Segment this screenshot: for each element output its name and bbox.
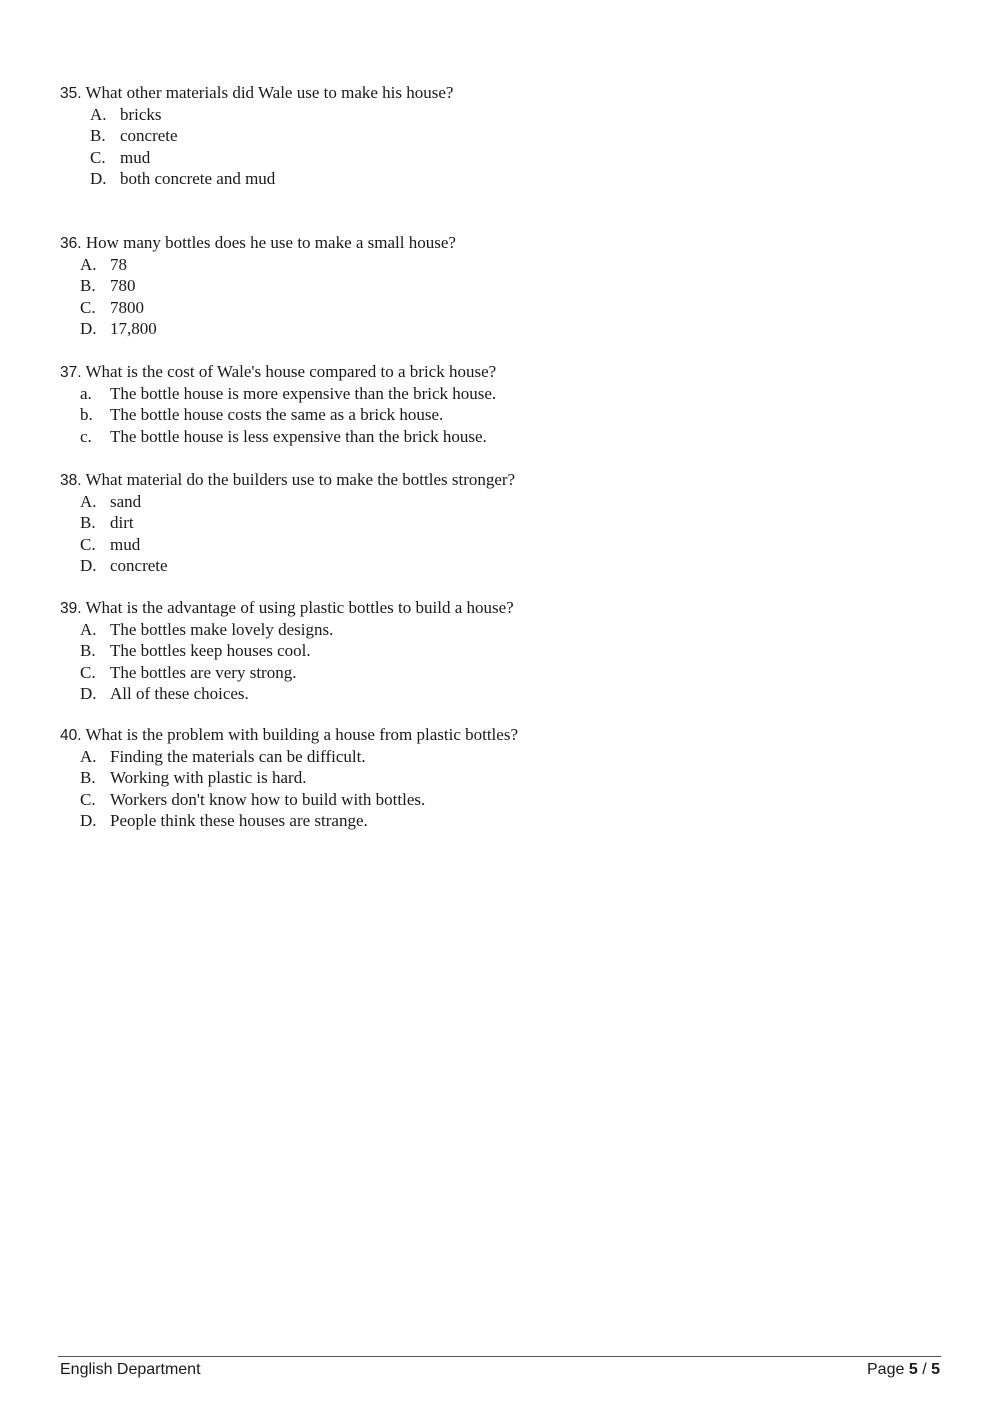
answer-option: [80, 491, 960, 512]
question-39: [60, 597, 960, 704]
answer-option: [80, 619, 960, 640]
option-text: dirt: [110, 513, 134, 533]
question-number: 38.: [60, 472, 82, 489]
question-number: 40.: [60, 727, 82, 744]
page-separator: /: [922, 1361, 927, 1378]
option-text: 780: [110, 276, 136, 296]
answer-option: [80, 640, 960, 661]
option-letter: A.: [80, 747, 97, 766]
answer-option: [80, 318, 960, 339]
option-letter: a.: [80, 384, 92, 403]
question-35: [60, 82, 960, 189]
option-letter: C.: [80, 534, 96, 554]
option-letter: C.: [80, 789, 96, 809]
answer-options: [80, 619, 960, 704]
answer-option: [90, 104, 960, 125]
answer-option: [80, 767, 960, 788]
question-prompt: [60, 232, 960, 253]
option-letter: b.: [80, 405, 93, 425]
footer-department: English Department: [60, 1361, 201, 1378]
question-prompt: [60, 82, 960, 103]
answer-option: [90, 125, 960, 146]
option-text: bricks: [120, 105, 162, 124]
question-text: What other materials did Wale use to make his house?: [85, 83, 454, 102]
page-current: 5: [908, 1361, 918, 1378]
page-total: 5: [931, 1361, 940, 1378]
answer-option: [80, 297, 960, 318]
answer-option: [80, 683, 960, 704]
option-letter: D.: [80, 555, 97, 575]
question-38: [60, 469, 960, 576]
option-text: The bottles make lovely designs.: [110, 620, 334, 639]
question-text: How many bottles does he use to make a small house?: [85, 233, 456, 252]
question-36: [60, 232, 960, 339]
answer-option: [80, 275, 960, 296]
option-text: All of these choices.: [110, 683, 249, 703]
option-letter: D.: [80, 810, 97, 830]
question-number: 36.: [60, 235, 82, 252]
answer-option: [80, 662, 960, 683]
option-letter: B.: [80, 641, 96, 661]
option-letter: A.: [80, 492, 97, 511]
option-text: mud: [120, 147, 151, 167]
option-text: Finding the materials can be difficult.: [110, 747, 366, 766]
answer-option: [80, 810, 960, 831]
option-letter: A.: [80, 620, 97, 639]
answer-option: [80, 404, 960, 425]
option-text: mud: [110, 534, 141, 554]
option-letter: C.: [80, 297, 96, 317]
footer-page-number: [867, 1360, 940, 1380]
option-letter: B.: [90, 126, 106, 146]
answer-option: [80, 254, 960, 275]
answer-options: [80, 746, 960, 831]
question-prompt: [60, 724, 960, 745]
answer-option: [80, 789, 960, 810]
answer-option: [80, 383, 960, 404]
answer-option: [90, 168, 960, 189]
question-prompt: [60, 597, 960, 618]
answer-option: [80, 512, 960, 533]
question-number: 37.: [60, 364, 82, 381]
option-text: 78: [110, 255, 127, 274]
option-letter: c.: [80, 426, 92, 446]
question-40: [60, 724, 960, 831]
question-prompt: [60, 361, 960, 382]
option-text: The bottle house costs the same as a brick house.: [110, 405, 444, 425]
answer-option: [80, 746, 960, 767]
option-text: both concrete and mud: [120, 168, 276, 188]
footer-divider: [58, 1356, 941, 1357]
option-text: concrete: [120, 126, 178, 146]
option-text: concrete: [110, 555, 168, 575]
answer-option: [80, 426, 960, 447]
option-letter: C.: [90, 147, 106, 167]
question-number: 39.: [60, 600, 82, 617]
option-text: The bottle house is more expensive than the brick house.: [110, 384, 497, 403]
option-text: Working with plastic is hard.: [110, 768, 307, 788]
answer-option: [80, 534, 960, 555]
answer-options: [80, 254, 960, 339]
option-letter: D.: [80, 318, 97, 338]
option-letter: B.: [80, 768, 96, 788]
question-prompt: [60, 469, 960, 490]
answer-option: [80, 555, 960, 576]
option-text: The bottles are very strong.: [110, 662, 297, 682]
option-letter: D.: [80, 683, 97, 703]
question-text: What is the cost of Wale's house compared to a brick house?: [85, 362, 497, 381]
question-text: What material do the builders use to make the bottles stronger?: [85, 470, 516, 489]
option-text: Workers don't know how to build with bottles.: [110, 789, 426, 809]
question-text: What is the advantage of using plastic bottles to build a house?: [85, 598, 514, 617]
option-letter: B.: [80, 513, 96, 533]
answer-options: [80, 383, 960, 447]
answer-options: [80, 491, 960, 576]
question-number: 35.: [60, 85, 82, 102]
option-text: The bottles keep houses cool.: [110, 641, 311, 661]
page-label: Page: [867, 1361, 905, 1378]
option-text: The bottle house is less expensive than the brick house.: [110, 426, 487, 446]
option-text: 17,800: [110, 318, 157, 338]
question-text: What is the problem with building a house from plastic bottles?: [85, 725, 518, 744]
option-text: People think these houses are strange.: [110, 810, 368, 830]
question-37: [60, 361, 960, 447]
option-letter: B.: [80, 276, 96, 296]
option-text: 7800: [110, 297, 144, 317]
option-letter: D.: [90, 168, 107, 188]
answer-options: [90, 104, 960, 189]
option-letter: A.: [90, 105, 107, 124]
answer-option: [90, 147, 960, 168]
option-letter: A.: [80, 255, 97, 274]
option-text: sand: [110, 492, 142, 511]
option-letter: C.: [80, 662, 96, 682]
